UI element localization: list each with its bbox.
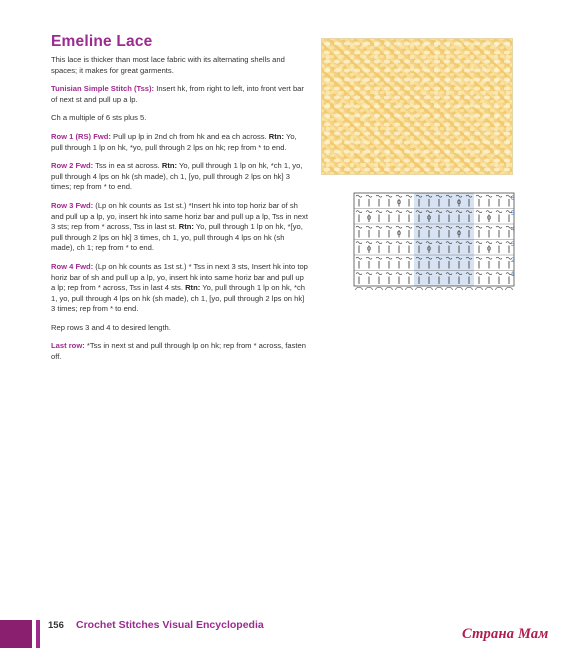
chart-return-stitch bbox=[396, 226, 402, 228]
chart-return-stitch bbox=[386, 195, 392, 197]
stitch-chart bbox=[353, 192, 517, 290]
last-row-instructions bbox=[51, 341, 309, 362]
chart-return-stitch bbox=[366, 211, 372, 213]
chart-chain-stitch bbox=[496, 287, 503, 290]
lace-swatch-photo bbox=[321, 38, 513, 175]
row-1-label: Row 1 (RS) Fwd: bbox=[51, 131, 111, 141]
chart-return-stitch bbox=[496, 257, 502, 259]
chart-return-stitch bbox=[376, 242, 382, 244]
chart-row-number: 3 bbox=[511, 241, 515, 248]
chart-chain-stitch bbox=[386, 287, 393, 290]
chart-row-number: 5 bbox=[511, 210, 515, 217]
chart-return-stitch bbox=[386, 257, 392, 259]
chart-return-stitch bbox=[366, 257, 372, 259]
pattern-instructions bbox=[51, 55, 309, 371]
chart-return-stitch bbox=[376, 226, 382, 228]
chart-return-stitch bbox=[406, 242, 412, 244]
chart-chain-stitch bbox=[506, 287, 513, 290]
row-4-rtn: Yo, pull through 1 lp on hk, *ch 1, yo, pull through 4 lps on hk (sh made), ch 1, [yo, pull through 2 lps on hk] 3 times; rep from * to end. bbox=[51, 283, 305, 314]
chart-chain-stitch bbox=[416, 287, 423, 290]
footer-color-bar bbox=[0, 620, 32, 648]
stitch-chart-grid bbox=[354, 193, 514, 290]
chart-return-stitch bbox=[396, 257, 402, 259]
chart-chain-stitch bbox=[396, 287, 403, 290]
chart-return-stitch bbox=[396, 195, 402, 197]
chart-row-number: 6 bbox=[511, 195, 515, 202]
chart-return-stitch bbox=[366, 195, 372, 197]
chart-return-stitch bbox=[486, 242, 492, 244]
chart-return-stitch bbox=[406, 226, 412, 228]
chart-chain-stitch bbox=[466, 287, 473, 290]
chart-return-stitch bbox=[366, 242, 372, 244]
chart-chain-stitch bbox=[446, 287, 453, 290]
last-row-text: *Tss in next st and pull through lp on hk; rep from * across, fasten off. bbox=[51, 341, 306, 362]
row-2-rtn: Yo, pull through 1 lp on hk, *ch 1, yo, pull through 4 lps on hk (sh made), ch 1, [yo, pull through 2 lps on hk] 3 times; rep from * to end. bbox=[51, 161, 303, 192]
chart-return-stitch bbox=[396, 273, 402, 275]
row-2-rtn-label: Rtn: bbox=[161, 161, 178, 171]
chart-return-stitch bbox=[476, 257, 482, 259]
row-4-rtn-label: Rtn: bbox=[185, 283, 201, 293]
chart-return-stitch bbox=[366, 226, 372, 228]
page-number: 156 bbox=[48, 620, 64, 631]
chart-chain-stitch bbox=[406, 287, 413, 290]
chart-return-stitch bbox=[386, 242, 392, 244]
chart-return-stitch bbox=[486, 257, 492, 259]
footer-accent-bar bbox=[36, 620, 40, 648]
tss-definition bbox=[51, 84, 309, 105]
chart-return-stitch bbox=[406, 273, 412, 275]
chart-return-stitch bbox=[496, 273, 502, 275]
chart-return-stitch bbox=[386, 273, 392, 275]
row-1-rtn: Yo, pull through 1 lp on hk, *yo, pull through 2 lps on hk; rep from * to end. bbox=[51, 131, 297, 152]
chart-chain-stitch bbox=[376, 287, 383, 290]
row-1-instructions bbox=[51, 132, 309, 153]
chart-return-stitch bbox=[396, 242, 402, 244]
chart-row-number: 1 bbox=[511, 271, 515, 278]
chart-return-stitch bbox=[476, 226, 482, 228]
chart-return-stitch bbox=[406, 211, 412, 213]
chart-return-stitch bbox=[486, 226, 492, 228]
chart-return-stitch bbox=[476, 242, 482, 244]
chart-return-stitch bbox=[356, 226, 362, 228]
intro-paragraph: This lace is thicker than most lace fabric with its alternating shells and spaces; it makes for great garments. bbox=[51, 55, 285, 75]
row-3-rtn-label: Rtn: bbox=[178, 222, 194, 232]
chart-return-stitch bbox=[496, 242, 502, 244]
row-3-rtn: Yo, pull through 1 lp on hk, *[yo, pull through 2 lps on hk] 3 times, ch 1, yo, pull through 4 lps on hk (sh made), ch 1; rep from * to end. bbox=[51, 222, 303, 253]
row-2-fwd: Tss in ea st across. bbox=[93, 161, 160, 171]
chart-return-stitch bbox=[496, 211, 502, 213]
row-4-label: Row 4 Fwd: bbox=[51, 261, 94, 271]
chart-return-stitch bbox=[376, 273, 382, 275]
book-title: Crochet Stitches Visual Encyclopedia bbox=[76, 619, 264, 631]
row-3-fwd: (Lp on hk counts as 1st st.) *Insert hk into top horiz bar of sh and pull up a lp, yo, insert hk into same horiz bar and pull up a lp, Tss in next 3 sts; rep from * across, Tss in last st. bbox=[51, 200, 308, 232]
chart-return-stitch bbox=[376, 257, 382, 259]
row-3-instructions bbox=[51, 201, 309, 254]
chart-return-stitch bbox=[496, 195, 502, 197]
chart-return-stitch bbox=[356, 195, 362, 197]
chart-chain-stitch bbox=[476, 287, 483, 290]
chart-return-stitch bbox=[476, 211, 482, 213]
chart-return-stitch bbox=[376, 211, 382, 213]
chart-chain-stitch bbox=[356, 287, 363, 290]
chart-chain-stitch bbox=[486, 287, 493, 290]
chart-return-stitch bbox=[366, 273, 372, 275]
chart-return-stitch bbox=[476, 195, 482, 197]
row-3-label: Row 3 Fwd: bbox=[51, 200, 94, 210]
chain-multiple: Ch a multiple of 6 sts plus 5. bbox=[51, 113, 147, 123]
chart-return-stitch bbox=[406, 257, 412, 259]
tss-label: Tunisian Simple Stitch (Tss): bbox=[51, 84, 155, 94]
chart-return-stitch bbox=[376, 195, 382, 197]
chart-row-number: 2 bbox=[511, 257, 515, 264]
chart-return-stitch bbox=[486, 195, 492, 197]
chart-chain-stitch bbox=[426, 287, 433, 290]
chart-return-stitch bbox=[476, 273, 482, 275]
chart-return-stitch bbox=[486, 211, 492, 213]
chart-row-number: 4 bbox=[511, 226, 515, 233]
chart-chain-stitch bbox=[436, 287, 443, 290]
last-row-label: Last row: bbox=[51, 341, 85, 351]
chart-return-stitch bbox=[496, 226, 502, 228]
chart-return-stitch bbox=[386, 226, 392, 228]
chart-return-stitch bbox=[406, 195, 412, 197]
chart-return-stitch bbox=[356, 242, 362, 244]
chart-return-stitch bbox=[356, 257, 362, 259]
chart-chain-stitch bbox=[366, 287, 373, 290]
chart-return-stitch bbox=[356, 211, 362, 213]
row-2-label: Row 2 Fwd: bbox=[51, 161, 94, 171]
row-2-instructions bbox=[51, 161, 309, 193]
repeat-instructions: Rep rows 3 and 4 to desired length. bbox=[51, 322, 171, 332]
chart-chain-stitch bbox=[456, 287, 463, 290]
chart-return-stitch bbox=[356, 273, 362, 275]
tss-text: Insert hk, from right to left, into front vert bar of next st and pull up a lp. bbox=[51, 84, 304, 104]
row-1-rtn-label: Rtn: bbox=[268, 131, 284, 141]
row-1-fwd: Pull up lp in 2nd ch from hk and ea ch across. bbox=[110, 131, 267, 141]
chart-return-stitch bbox=[386, 211, 392, 213]
row-4-instructions bbox=[51, 262, 309, 315]
page-title: Emeline Lace bbox=[51, 33, 153, 50]
row-4-fwd: (Lp on hk counts as 1st st.) * Tss in next 3 sts, Insert hk into top horiz bar of sh and pull up a lp, yo, insert hk into same horiz bar and pull up a lp; rep from * across, Tss in last 4 sts. bbox=[51, 261, 308, 293]
chart-return-stitch bbox=[486, 273, 492, 275]
chart-return-stitch bbox=[396, 211, 402, 213]
site-watermark: Страна Мам bbox=[462, 626, 549, 642]
